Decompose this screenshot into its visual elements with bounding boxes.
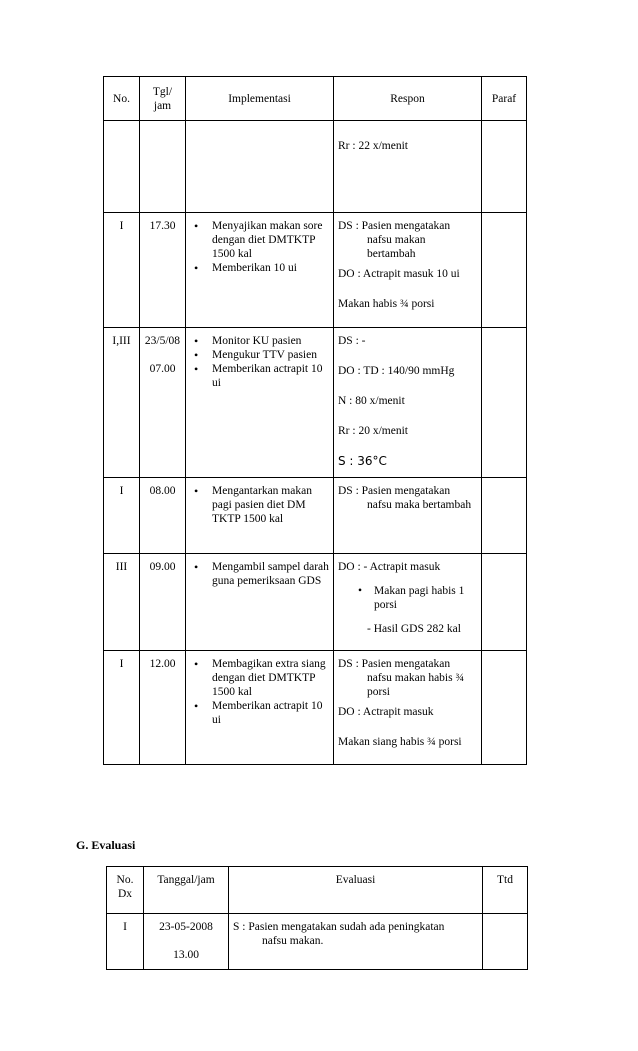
cell-paraf — [482, 478, 527, 554]
header-tgl-jam: Tgl/ jam — [140, 77, 186, 121]
eval-line-cont: nafsu makan. — [262, 935, 324, 947]
respon-line: DS : Pasien mengatakan — [338, 658, 451, 670]
cell-tgl: 09.00 — [140, 554, 186, 651]
respon-line: DS : Pasien mengatakan — [338, 485, 451, 497]
cell-paraf — [482, 328, 527, 478]
respon-line-cont: nafsu maka bertambah — [367, 499, 472, 511]
cell-respon — [334, 478, 482, 554]
respon-line: DO : Actrapit masuk — [338, 706, 434, 718]
cell-respon — [334, 651, 482, 765]
respon-line: Rr : 22 x/menit — [338, 140, 408, 152]
cell-respon — [334, 554, 482, 651]
cell-paraf — [482, 651, 527, 765]
eval-line: S : Pasien mengatakan sudah ada peningkatan — [233, 921, 445, 933]
cell-impl — [186, 213, 334, 328]
respon-line-cont: nafsu makan habis ¾ porsi — [367, 672, 465, 698]
list-item: • Menyajikan makan sore dengan diet DMTKTP 1500 kal — [190, 219, 329, 261]
list-item: • Memberikan actrapit 10 ui — [190, 362, 329, 390]
cell-no: III — [104, 554, 140, 651]
cell-tanggal — [144, 914, 229, 970]
implementation-table — [103, 76, 527, 765]
header-no-dx: No. Dx — [107, 867, 144, 914]
respon-line-cont: nafsu makan bertambah — [367, 234, 426, 260]
respon-line: S : 36°C — [338, 454, 387, 468]
cell-evaluasi — [229, 914, 483, 970]
table-row — [104, 554, 527, 651]
list-item: • Monitor KU pasien — [190, 334, 329, 348]
respon-line: Makan siang habis ¾ porsi — [338, 736, 462, 748]
cell-tgl-time: 07.00 — [149, 363, 176, 375]
cell-respon — [334, 213, 482, 328]
cell-no: I — [104, 478, 140, 554]
cell-tgl: 12.00 — [140, 651, 186, 765]
header-ttd: Ttd — [483, 867, 528, 914]
cell-no — [104, 121, 140, 213]
table-row — [104, 213, 527, 328]
header-row — [104, 77, 527, 121]
table-row — [104, 651, 527, 765]
cell-paraf — [482, 213, 527, 328]
list-item: • Mengambil sampel darah guna pemeriksaan GDS — [190, 560, 329, 588]
list-item: • Membagikan extra siang dengan diet DMTKTP 1500 kal — [190, 657, 329, 699]
cell-no: I — [104, 651, 140, 765]
cell-tgl: 17.30 — [140, 213, 186, 328]
cell-paraf — [482, 554, 527, 651]
header-paraf: Paraf — [482, 77, 527, 121]
cell-tgl: 08.00 — [140, 478, 186, 554]
evaluation-table — [106, 866, 528, 970]
table-row — [107, 914, 528, 970]
cell-no: I — [107, 914, 144, 970]
respon-sub-item: • Makan pagi habis 1 porsi — [338, 584, 477, 612]
header-implementasi: Implementasi — [186, 77, 334, 121]
respon-line: DO : TD : 140/90 mmHg — [338, 365, 455, 377]
cell-no: I — [104, 213, 140, 328]
cell-tgl-date: 23/5/08 — [144, 335, 181, 347]
respon-line: - Hasil GDS 282 kal — [367, 623, 461, 635]
list-item: • Memberikan 10 ui — [190, 261, 329, 275]
cell-impl — [186, 554, 334, 651]
section-title: G. Evaluasi — [76, 838, 136, 852]
header-evaluasi: Evaluasi — [229, 867, 483, 914]
header-row — [107, 867, 528, 914]
list-item: • Mengukur TTV pasien — [190, 348, 329, 362]
cell-impl — [186, 651, 334, 765]
list-item: • Memberikan actrapit 10 ui — [190, 699, 329, 727]
cell-ttd — [483, 914, 528, 970]
respon-line: DO : Actrapit masuk 10 ui — [338, 268, 460, 280]
respon-line: Makan habis ¾ porsi — [338, 298, 435, 310]
header-no: No. — [104, 77, 140, 121]
list-item: • Mengantarkan makan pagi pasien diet DM TKTP 1500 kal — [190, 484, 329, 526]
cell-time: 13.00 — [173, 949, 199, 961]
respon-line: DO : - Actrapit masuk — [338, 561, 441, 573]
cell-tgl — [140, 121, 186, 213]
cell-impl — [186, 478, 334, 554]
cell-date: 23-05-2008 — [159, 921, 213, 933]
cell-paraf — [482, 121, 527, 213]
header-tanggal: Tanggal/jam — [144, 867, 229, 914]
cell-no: I,III — [104, 328, 140, 478]
cell-impl — [186, 121, 334, 213]
cell-tgl — [140, 328, 186, 478]
header-respon: Respon — [334, 77, 482, 121]
respon-line: DS : - — [338, 335, 366, 347]
table-row — [104, 478, 527, 554]
table-row — [104, 121, 527, 213]
respon-line: Rr : 20 x/menit — [338, 425, 408, 437]
cell-respon — [334, 121, 482, 213]
cell-respon — [334, 328, 482, 478]
respon-line: N : 80 x/menit — [338, 395, 405, 407]
table-row — [104, 328, 527, 478]
respon-line: DS : Pasien mengatakan — [338, 220, 451, 232]
cell-impl — [186, 328, 334, 478]
